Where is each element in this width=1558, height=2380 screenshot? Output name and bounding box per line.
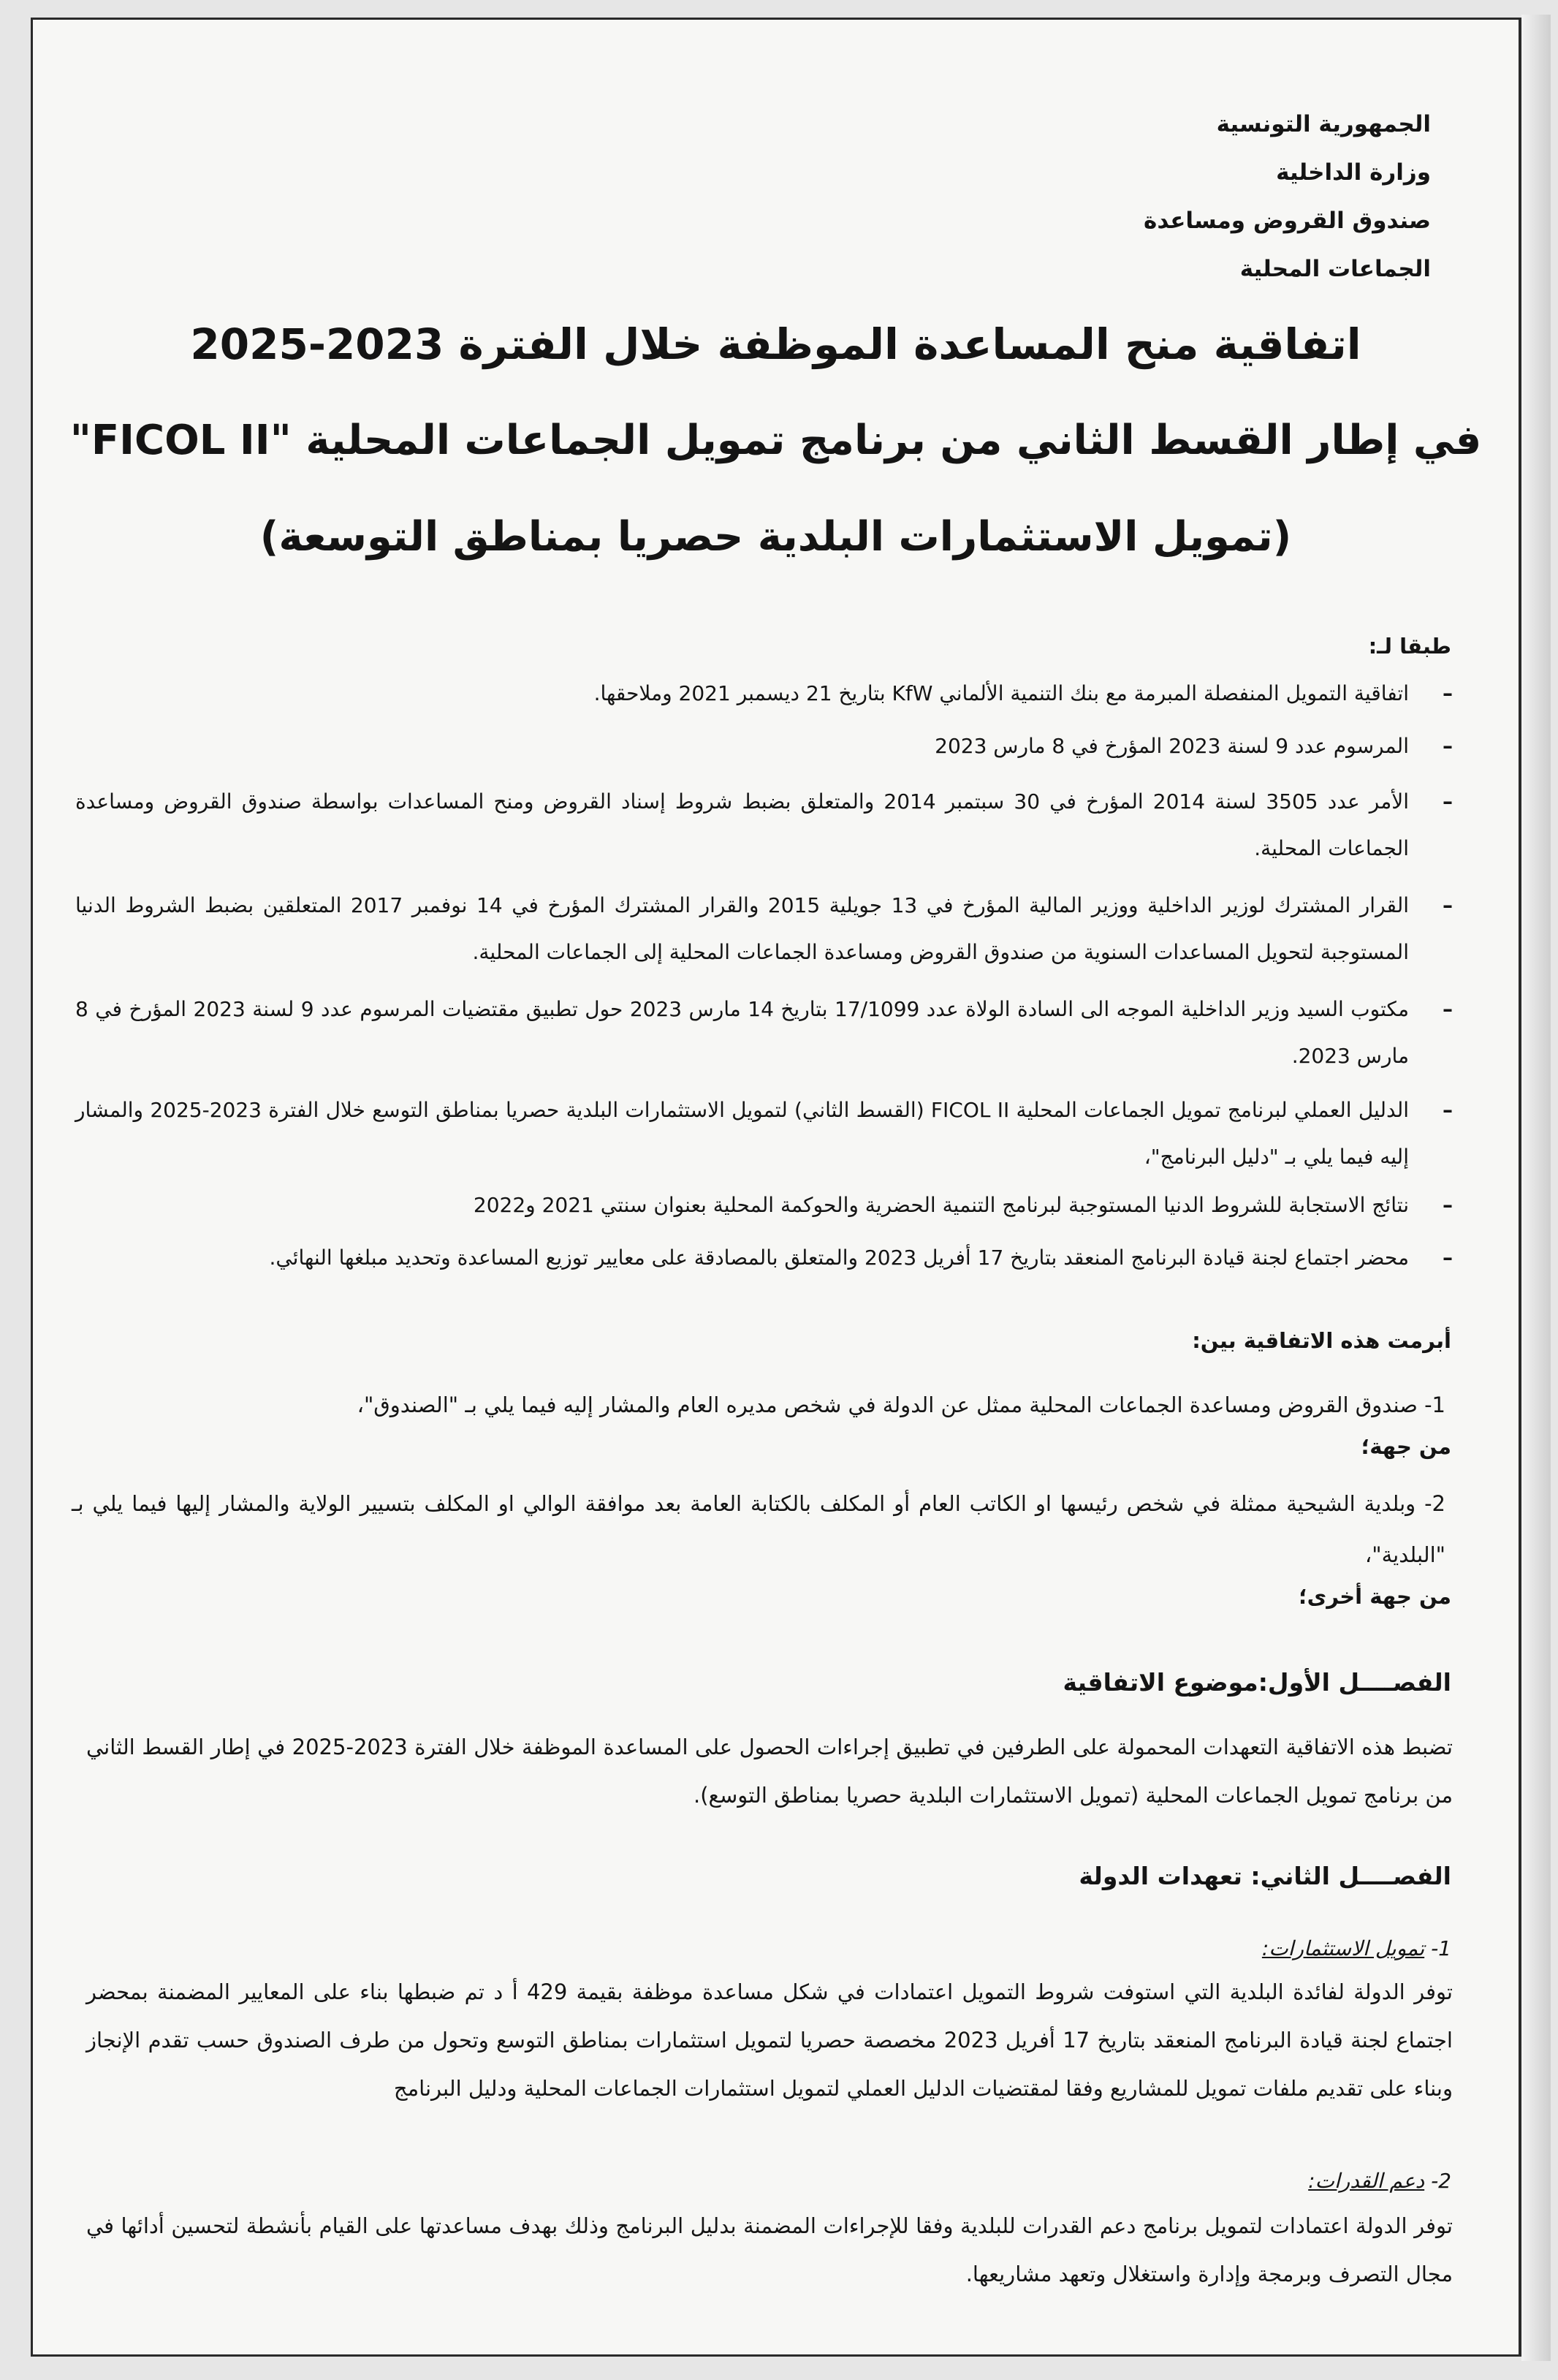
- preamble-label: طبقا لـ:: [1368, 634, 1451, 659]
- preamble-item: – القرار المشترك لوزير الداخلية ووزير المالية المؤرخ في 13 جويلية 2015 والقرار المشترك المؤرخ في 14 نوفمبر 2017 المتعلقين بضبط الشروط الدنيا المستوجبة لتحويل المساعدات السنوية من صندوق القروض ومساعدة الجماعات المحلية إلى الجماعات المحلية.: [75, 882, 1453, 976]
- sub1-number: 1-: [1431, 1936, 1451, 1960]
- dash-bullet: –: [1443, 789, 1453, 814]
- dash-bullet: –: [1443, 1193, 1453, 1217]
- dash-bullet: –: [1443, 893, 1453, 917]
- header-fund-line1: صندوق القروض ومساعدة: [1144, 208, 1431, 234]
- party-municipality: 2- وبلدية الشيحية ممثلة في شخص رئيسها او الكاتب العام أو المكلف بالكتابة العامة بعد موافقة الوالي او المكلف بتسيير الولاية والمشار إليها فيما يلي بـ "البلدية"،: [72, 1491, 1445, 1567]
- header-republic: الجمهورية التونسية: [1216, 111, 1431, 137]
- chapter2-title: الفصــــل الثاني: تعهدات الدولة: [1079, 1862, 1451, 1890]
- document-title-line1: اتفاقية منح المساعدة الموظفة خلال الفترة 2023-2025: [190, 319, 1361, 369]
- document-title-line2: في إطار القسط الثاني من برنامج تمويل الجماعات المحلية "FICOL II": [69, 417, 1482, 464]
- party-fund-side: من جهة؛: [1361, 1434, 1451, 1459]
- dash-bullet: –: [1443, 1098, 1453, 1122]
- party-municipality-side: من جهة أخرى؛: [1299, 1584, 1451, 1609]
- dash-bullet: –: [1443, 1246, 1453, 1270]
- sub1-title: تمويل الاستثمارات:: [1261, 1936, 1425, 1960]
- preamble-item: – اتفاقية التمويل المنفصلة المبرمة مع بنك التنمية الألماني KfW بتاريخ 21 ديسمبر 2021 وملاحقها.: [75, 670, 1453, 717]
- preamble-item: – محضر اجتماع لجنة قيادة البرنامج المنعقد بتاريخ 17 أفريل 2023 والمتعلق بالمصادقة على معايير توزيع المساعدة وتحديد مبلغها النهائي.: [75, 1235, 1453, 1281]
- chapter1-title: الفصــــل الأول:موضوع الاتفاقية: [1063, 1668, 1451, 1697]
- chapter2-sub2-heading: [1308, 2169, 1451, 2193]
- page-shadow-edge: [1521, 15, 1551, 2361]
- chapter2-sub1-text: توفر الدولة لفائدة البلدية التي استوفت شروط التمويل اعتمادات في شكل مساعدة موظفة بقيمة 429 أ د تم ضبطها بناء على المعايير المضمنة بمحضر اجتماع لجنة قيادة البرنامج المنعقد بتاريخ 17 أفريل 2023 مخصصة حصريا لتمويل استثمارات بمناطق التوسع وتحول من طرف الصندوق حسب تقدم الإنجاز وبناء على تقديم ملفات تمويل للمشاريع وفقا لمقتضيات الدليل العملي لتمويل استثمارات الجماعات المحلية ودليل البرنامج: [86, 1979, 1453, 2101]
- dash-bullet: –: [1443, 681, 1453, 705]
- preamble-item: – نتائج الاستجابة للشروط الدنيا المستوجبة لبرنامج التنمية الحضرية والحوكمة المحلية بعنوان سنتي 2021 و2022: [75, 1182, 1453, 1229]
- preamble-item: – الأمر عدد 3505 لسنة 2014 المؤرخ في 30 سبتمبر 2014 والمتعلق بضبط شروط إسناد القروض ومنح المساعدات بواسطة صندوق القروض ومساعدة الجماعات المحلية.: [75, 778, 1453, 872]
- sub2-title: دعم القدرات:: [1308, 2169, 1425, 2193]
- document-page: [31, 18, 1521, 2357]
- dash-bullet: –: [1443, 997, 1453, 1021]
- preamble-item: – مكتوب السيد وزير الداخلية الموجه الى السادة الولاة عدد 17/1099 بتاريخ 14 مارس 2023 حول تطبيق مقتضيات المرسوم عدد 9 لسنة 2023 المؤرخ في 8 مارس 2023.: [75, 986, 1453, 1080]
- dash-bullet: –: [1443, 734, 1453, 758]
- issuer-header: [1144, 100, 1431, 293]
- chapter1-text: تضبط هذه الاتفاقية التعهدات المحمولة على الطرفين في تطبيق إجراءات الحصول على المساعدة الموظفة خلال الفترة 2023-2025 في إطار القسط الثاني من برنامج تمويل الجماعات المحلية (تمويل الاستثمارات البلدية حصريا بمناطق التوسع).: [86, 1735, 1453, 1808]
- preamble-item: – الدليل العملي لبرنامج تمويل الجماعات المحلية FICOL II (القسط الثاني) لتمويل الاستثمارات البلدية حصريا بمناطق التوسع خلال الفترة 2023-2025 والمشار إليه فيما يلي بـ "دليل البرنامج"،: [75, 1087, 1453, 1180]
- header-ministry: وزارة الداخلية: [1276, 159, 1431, 186]
- chapter2-sub2-text: توفر الدولة اعتمادات لتمويل برنامج دعم القدرات للبلدية وفقا للإجراءات المضمنة بدليل البرنامج وذلك بهدف مساعدتها على القيام بأنشطة لتحسين أدائها في مجال التصرف وبرمجة وإدارة واستغلال وتعهد مشاريعها.: [86, 2213, 1453, 2286]
- parties-label: أبرمت هذه الاتفاقية بين:: [1192, 1328, 1451, 1353]
- chapter2-sub1-heading: [1262, 1936, 1451, 1960]
- party-fund: 1- صندوق القروض ومساعدة الجماعات المحلية ممثل عن الدولة في شخص مديره العام والمشار إليه فيما يلي بـ "الصندوق"،: [357, 1392, 1445, 1417]
- sub2-number: 2-: [1431, 2169, 1451, 2193]
- preamble-item: – المرسوم عدد 9 لسنة 2023 المؤرخ في 8 مارس 2023: [75, 723, 1453, 770]
- document-title-line3: (تمويل الاستثمارات البلدية حصريا بمناطق التوسعة): [259, 513, 1292, 561]
- header-fund-line2: الجماعات المحلية: [1239, 256, 1431, 282]
